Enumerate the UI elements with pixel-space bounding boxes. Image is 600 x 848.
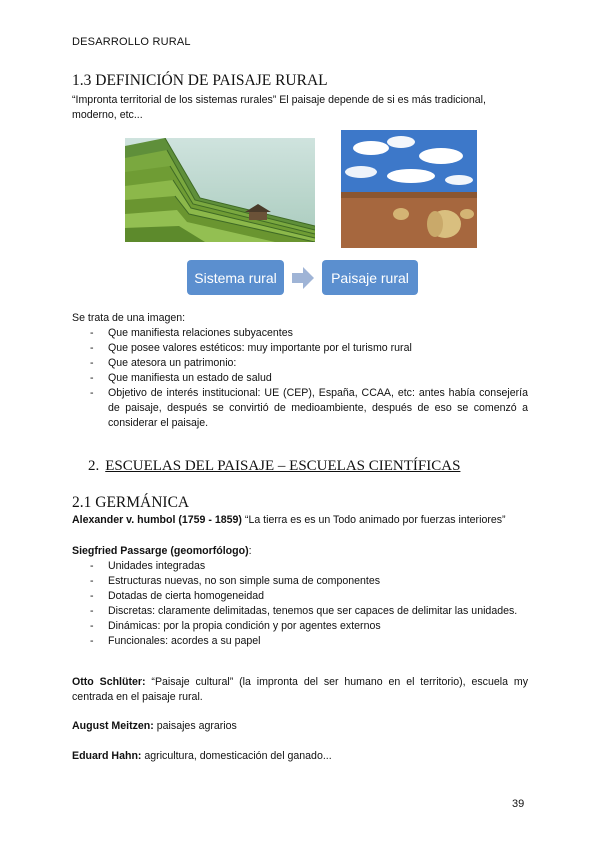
paisaje-rural-box: Paisaje rural — [322, 260, 418, 295]
list-item: - Dinámicas: por la propia condición y por agentes externos — [72, 619, 528, 634]
schluter-text: “Paisaje cultural” (la impronta del ser humano en el territorio), escuela my centrada en el paisaje rural. — [72, 676, 528, 703]
section-1-3-intro: “Impronta territorial de los sistemas rurales” El paisaje depende de si es más tradicional, moderno, etc... — [72, 94, 486, 121]
sistema-rural-box: Sistema rural — [187, 260, 284, 295]
list-item: - Objetivo de interés institucional: UE (CEP), España, CCAA, etc: antes había consejería de paisaje, después se convirtió de medioambiente, después de eso se comenzó a considerar el paisaje. — [72, 386, 528, 431]
passarge-list — [72, 559, 528, 649]
list-item: - Funcionales: acordes a su papel — [72, 634, 528, 649]
section-2-heading — [88, 458, 460, 475]
meitzen-name: August Meitzen: — [72, 720, 154, 732]
schluter-paragraph — [72, 675, 528, 705]
list-item: - Que posee valores estéticos: muy importante por el turismo rural — [72, 341, 528, 356]
image-traits-list — [72, 326, 528, 431]
humbold-text: “La tierra es es un Todo animado por fuerzas interiores” — [241, 514, 506, 526]
section-1-3-heading: 1.3 DEFINICIÓN DE PAISAJE RURAL — [72, 72, 328, 89]
list-item: - Unidades integradas — [72, 559, 528, 574]
humbold-paragraph — [72, 513, 528, 528]
passarge-name: Siegfried Passarge (geomorfólogo) — [72, 545, 249, 557]
hahn-text: agricultura, domesticación del ganado... — [141, 750, 332, 762]
passarge-block — [72, 544, 528, 649]
figure-rural-system — [114, 128, 486, 306]
hahn-paragraph — [72, 749, 528, 764]
humbold-name: Alexander v. humbol (1759 - 1859) — [72, 514, 242, 526]
hahn-name: Eduard Hahn: — [72, 750, 142, 762]
list-item: - Estructuras nuevas, no son simple suma de componentes — [72, 574, 528, 589]
section-2-1-heading: 2.1 GERMÁNICA — [72, 494, 190, 511]
hay-bales-image — [341, 130, 477, 248]
section-2-number: 2. — [88, 458, 100, 474]
rice-terraces-image — [125, 138, 315, 242]
list-item: - Dotadas de cierta homogeneidad — [72, 589, 528, 604]
meitzen-text: paisajes agrarios — [153, 720, 237, 732]
right-arrow-icon — [292, 267, 314, 289]
list-item: - Que manifiesta relaciones subyacentes — [72, 326, 528, 341]
passarge-colon: : — [248, 545, 252, 557]
image-traits-lead: Se trata de una imagen: — [72, 312, 186, 324]
list-item: - Que atesora un patrimonio: — [72, 356, 528, 371]
passarge-heading — [72, 544, 528, 559]
schluter-name: Otto Schlüter: — [72, 676, 146, 688]
running-header: DESARROLLO RURAL — [72, 36, 191, 48]
section-2-title: ESCUELAS DEL PAISAJE – ESCUELAS CIENTÍFICAS — [105, 458, 461, 474]
page-number: 39 — [512, 798, 525, 810]
list-item: - Discretas: claramente delimitadas, tenemos que ser capaces de delimitar las unidades. — [72, 604, 528, 619]
list-item: - Que manifiesta un estado de salud — [72, 371, 528, 386]
meitzen-paragraph — [72, 719, 528, 734]
image-traits-block — [72, 311, 528, 431]
